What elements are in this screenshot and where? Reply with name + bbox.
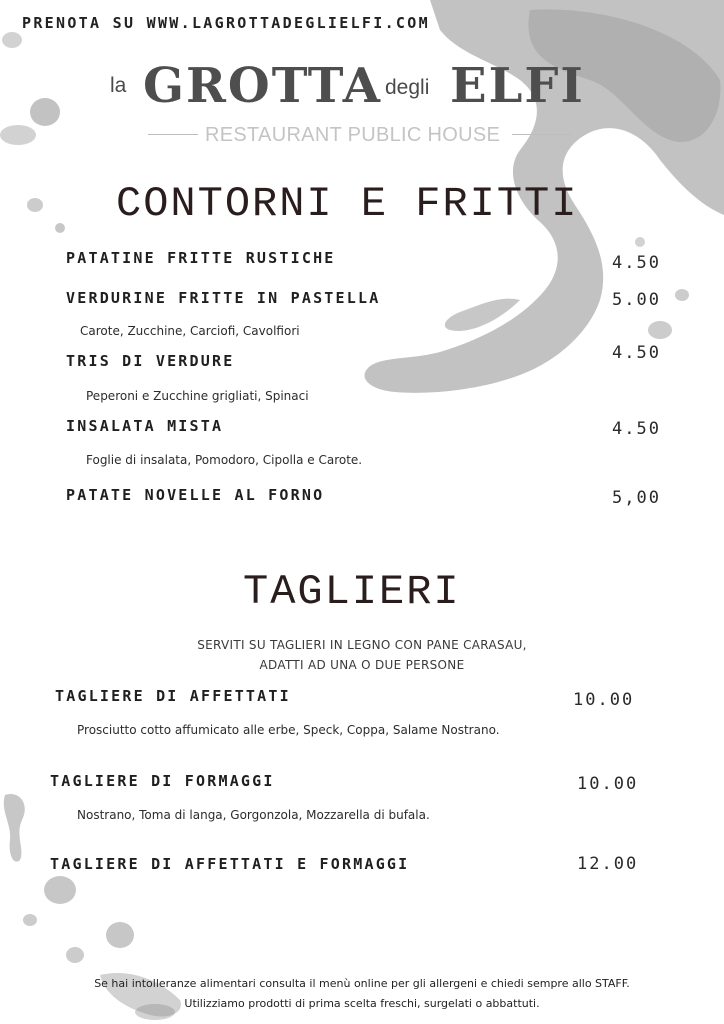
logo-elfi: ELFI (450, 58, 585, 114)
menu-item-name: TAGLIERE DI AFFETTATI E FORMAGGI (50, 855, 410, 873)
menu-item-price: 10.00 (573, 690, 635, 710)
taglieri-note-line1: SERVITI SU TAGLIERI IN LEGNO CON PANE CARASAU, (197, 638, 527, 652)
menu-item-description: Nostrano, Toma di langa, Gorgonzola, Mozzarella di bufala. (77, 808, 430, 822)
restaurant-subtitle: RESTAURANT PUBLIC HOUSE (205, 124, 501, 146)
menu-item-description: Foglie di insalata, Pomodoro, Cipolla e Carote. (86, 453, 363, 467)
menu-item-name: INSALATA MISTA (66, 417, 224, 435)
menu-item-price: 12.00 (577, 854, 639, 874)
taglieri-note-line2: ADATTI AD UNA O DUE PERSONE (259, 658, 465, 672)
menu-item-name: PATATE NOVELLE AL FORNO (66, 486, 325, 504)
menu-item-price: 4.50 (612, 419, 661, 439)
menu-item-price: 10.00 (577, 774, 639, 794)
menu-item-description: Carote, Zucchine, Carciofi, Cavolfiori (80, 324, 300, 338)
menu-item-name: TRIS DI VERDURE (66, 352, 235, 370)
restaurant-logo (0, 56, 724, 118)
section-title-taglieri: TAGLIERI (243, 568, 461, 616)
logo-grotta: GROTTA (143, 58, 383, 114)
subtitle-rule-right (512, 134, 572, 135)
footer-products-note: Utilizziamo prodotti di prima scelta freschi, surgelati o abbattuti. (184, 997, 540, 1010)
menu-item-price: 5,00 (612, 488, 661, 508)
section-title-contorni: CONTORNI E FRITTI (116, 180, 579, 228)
menu-item-price: 4.50 (612, 253, 661, 273)
booking-url-text: PRENOTA SU WWW.LAGROTTADEGLIELFI.COM (22, 14, 430, 32)
menu-item-name: TAGLIERE DI AFFETTATI (55, 687, 291, 705)
menu-item-description: Prosciutto cotto affumicato alle erbe, Speck, Coppa, Salame Nostrano. (77, 723, 500, 737)
menu-item-description: Peperoni e Zucchine grigliati, Spinaci (86, 389, 309, 403)
menu-item-name: VERDURINE FRITTE IN PASTELLA (66, 289, 381, 307)
menu-item-price: 4.50 (612, 343, 661, 363)
menu-item-name: PATATINE FRITTE RUSTICHE (66, 249, 336, 267)
subtitle-rule-left (148, 134, 198, 135)
logo-degli: degli (385, 76, 430, 99)
menu-item-price: 5.00 (612, 290, 661, 310)
footer-allergens-note: Se hai intolleranze alimentari consulta il menù online per gli allergeni e chiedi sempre allo STAFF. (94, 977, 630, 990)
menu-item-name: TAGLIERE DI FORMAGGI (50, 772, 275, 790)
logo-la: la (110, 74, 127, 97)
